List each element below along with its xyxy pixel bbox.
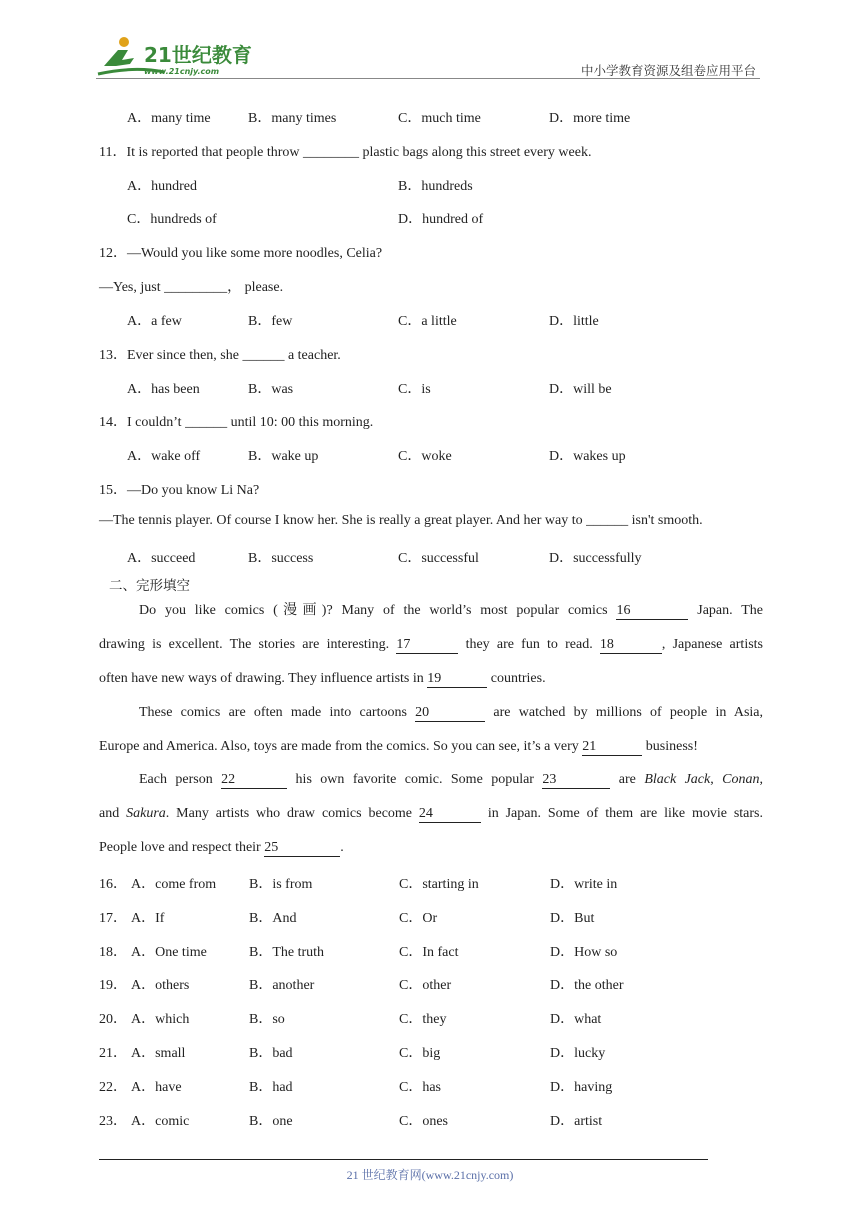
question-number: 23． <box>99 1113 127 1129</box>
question-number: 19． <box>99 978 127 994</box>
option-a: A．succeed <box>127 551 196 566</box>
q15-stem-reply: —The tennis player. Of course I know her. She is really a great player. And her way to ______ isn't smooth. <box>99 513 703 528</box>
option-b: B．And <box>249 910 297 926</box>
question-number: 17． <box>99 910 127 926</box>
option-c: C．is <box>398 382 431 397</box>
passage-text: Each person <box>139 772 222 787</box>
option-d: D．more time <box>549 111 631 126</box>
blank-16: 16 <box>616 603 688 620</box>
passage-text: Japan. The <box>688 603 764 618</box>
option-a: A．comic <box>131 1113 190 1129</box>
passage-text: in Japan. Some of them are like movie stars. <box>480 805 763 821</box>
comic-title: Black Jack <box>644 772 711 787</box>
option-a: A．has been <box>127 382 200 397</box>
passage-text: his own favorite comic. Some popular <box>287 772 543 787</box>
blank-22: 22 <box>221 772 287 789</box>
passage-paragraph-2 <box>99 696 763 730</box>
option-d: D．having <box>550 1079 613 1095</box>
question-number: 22． <box>99 1079 127 1095</box>
option-c: C．In fact <box>399 944 459 960</box>
option-b: B．success <box>248 551 314 566</box>
option-d: D．lucky <box>550 1046 606 1061</box>
option-c: C．ones <box>399 1113 448 1129</box>
section-title: 二、完形填空 <box>109 578 190 594</box>
option-d: D．what <box>550 1012 602 1028</box>
question-number: 16． <box>99 877 127 892</box>
passage-text: and <box>99 805 127 821</box>
option-b: B．The truth <box>249 944 325 960</box>
passage-text: Do you like comics (漫画)? Many of the world’s most popular comics <box>139 603 617 618</box>
passage-text: , <box>710 772 723 787</box>
option-c: C．a little <box>398 314 457 329</box>
option-d: D．successfully <box>549 551 642 566</box>
option-a: A．If <box>131 910 165 926</box>
option-a: A．have <box>131 1079 182 1095</box>
option-a: A．come from <box>131 877 217 892</box>
option-c: C．starting in <box>399 877 479 892</box>
logo-url: www.21cnjy.com <box>144 67 220 76</box>
question-number: 20． <box>99 1012 127 1028</box>
blank-24: 24 <box>419 806 481 823</box>
option-a: A．others <box>131 978 190 994</box>
passage-paragraph-2-end <box>99 730 763 764</box>
q11-option-d: D．hundred of <box>398 212 484 227</box>
option-b: B．one <box>249 1113 293 1129</box>
blank-21: 21 <box>582 739 642 756</box>
blank-17: 17 <box>396 637 458 654</box>
passage-paragraph-1 <box>99 594 763 662</box>
runner-logo-icon <box>94 36 264 80</box>
passage-text: are watched by millions of people in Asia, <box>485 705 764 720</box>
footer-text: 21 世纪教育网(www.21cnjy.com) <box>346 1168 514 1182</box>
passage-text: business! <box>642 739 698 754</box>
option-c: C．other <box>399 978 452 994</box>
passage-text: often have new ways of drawing. They influence artists in <box>99 671 428 686</box>
option-b: B．was <box>248 382 294 397</box>
blank-23: 23 <box>542 772 610 789</box>
passage-paragraph-3-end <box>99 831 763 865</box>
site-logo <box>94 36 264 80</box>
option-c: C．big <box>399 1046 441 1061</box>
option-b: B．had <box>249 1079 293 1095</box>
option-c: C．they <box>399 1012 447 1028</box>
passage-text: they are fun to read. <box>458 636 600 652</box>
comic-title: Sakura <box>126 805 166 821</box>
option-d: D．But <box>550 910 595 926</box>
header-divider <box>96 78 760 79</box>
option-d: D．will be <box>549 382 612 397</box>
option-b: B．is from <box>249 877 313 892</box>
q11-option-a: A．hundred <box>127 179 197 194</box>
blank-20: 20 <box>415 705 485 722</box>
q12-stem-reply: —Yes, just _________， please. <box>99 280 284 295</box>
option-a: A．a few <box>127 314 182 329</box>
option-c: C．Or <box>399 910 438 926</box>
passage-paragraph-1-end <box>99 662 763 696</box>
option-d: D．How so <box>550 944 618 960</box>
option-b: B．wake up <box>248 449 319 464</box>
option-a: A．wake off <box>127 449 201 464</box>
comic-title: Conan <box>722 772 760 787</box>
question-number: 21． <box>99 1046 127 1061</box>
option-b: B．many times <box>248 111 337 126</box>
q13-stem: 13．Ever since then, she ______ a teacher. <box>99 348 341 363</box>
option-c: C．successful <box>398 551 479 566</box>
option-b: B．few <box>248 314 293 329</box>
blank-25: 25 <box>264 840 340 857</box>
option-a: A．which <box>131 1012 190 1028</box>
logo-text: 21世纪教育 <box>144 43 252 67</box>
q15-stem: 15．—Do you know Li Na? <box>99 483 260 498</box>
passage-text: . <box>340 840 344 855</box>
blank-18: 18 <box>600 637 662 654</box>
passage-text: are <box>610 772 645 787</box>
question-number: 18． <box>99 944 127 960</box>
option-c: C．much time <box>398 111 481 126</box>
option-b: B．another <box>249 978 315 994</box>
passage-text: drawing is excellent. The stories are interesting. <box>99 636 397 652</box>
option-b: B．bad <box>249 1046 293 1061</box>
passage-text: These comics are often made into cartoons <box>139 705 416 720</box>
blank-19: 19 <box>427 671 487 688</box>
option-c: C．has <box>399 1079 441 1095</box>
option-d: D．little <box>549 314 599 329</box>
passage-paragraph-3 <box>99 763 763 831</box>
option-a: A．small <box>131 1046 186 1061</box>
option-d: D．artist <box>550 1113 603 1129</box>
q12-stem: 12．—Would you like some more noodles, Celia? <box>99 246 383 261</box>
q11-stem: 11．It is reported that people throw ________ plastic bags along this street every week. <box>99 145 592 160</box>
footer-divider <box>99 1159 708 1160</box>
q11-option-c: C．hundreds of <box>127 212 217 227</box>
q11-option-b: B．hundreds <box>398 179 473 194</box>
option-a: A．One time <box>131 944 207 960</box>
option-a: A．many time <box>127 111 211 126</box>
option-c: C．woke <box>398 449 452 464</box>
passage-text: , Japanese artists <box>661 636 763 652</box>
header-platform-title: 中小学教育资源及组卷应用平台 <box>580 63 756 78</box>
q14-stem: 14．I couldn’t ______ until 10: 00 this morning. <box>99 415 374 430</box>
option-d: D．the other <box>550 978 624 994</box>
option-d: D．wakes up <box>549 449 626 464</box>
passage-text: , <box>759 772 764 787</box>
passage-text: People love and respect their <box>99 840 265 855</box>
passage-text: Europe and America. Also, toys are made from the comics. So you can see, it’s a very <box>99 739 583 754</box>
passage-text: countries. <box>487 671 546 686</box>
option-b: B．so <box>249 1012 285 1028</box>
passage-text: . Many artists who draw comics become <box>165 805 419 821</box>
option-d: D．write in <box>550 877 618 892</box>
